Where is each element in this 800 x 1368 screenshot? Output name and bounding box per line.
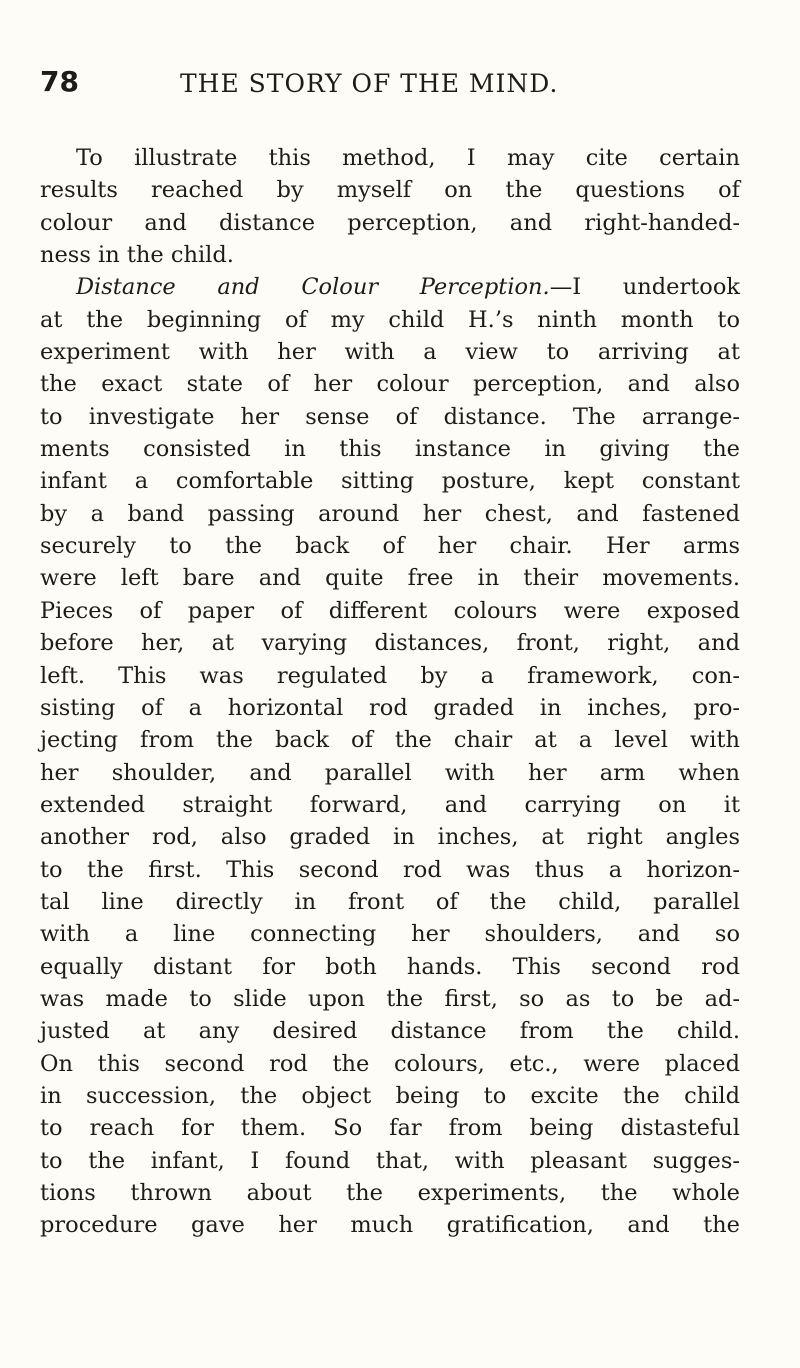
- text-line: to reach for them. So far from being distasteful: [40, 1115, 740, 1142]
- running-head: [40, 62, 740, 102]
- text-line: infant a comfortable sitting posture, kept constant: [40, 468, 740, 495]
- text-line: left. This was regulated by a framework, con-: [40, 662, 740, 689]
- text-line: before her, at varying distances, front, right, and: [40, 630, 740, 657]
- text-line: On this second rod the colours, etc., were placed: [40, 1050, 740, 1077]
- text-line: ness in the child.: [40, 242, 234, 269]
- text-line: in succession, the object being to excite the child: [40, 1082, 740, 1109]
- text-line: results reached by myself on the questions of: [40, 177, 740, 204]
- section-heading: Distance and Colour Perception.: [76, 274, 550, 301]
- text-line: to investigate her sense of distance. The arrange-: [40, 403, 740, 430]
- text-line: procedure gave her much gratification, and the: [40, 1212, 740, 1239]
- text-line: the exact state of her colour perception, and also: [40, 371, 740, 398]
- text-line: extended straight forward, and carrying on it: [40, 791, 740, 818]
- text-line-rest: —I undertook: [549, 274, 740, 301]
- text-line: Pieces of paper of different colours were exposed: [40, 597, 740, 624]
- text-line: jecting from the back of the chair at a level with: [40, 727, 740, 754]
- text-line: was made to slide upon the first, so as to be ad-: [40, 985, 740, 1012]
- text-line: experiment with her with a view to arriving at: [40, 339, 740, 366]
- text-line: to the infant, I found that, with pleasant sugges-: [40, 1147, 740, 1174]
- paragraph-1: [40, 142, 740, 271]
- text-line: tal line directly in front of the child, parallel: [40, 888, 740, 915]
- text-line: tions thrown about the experiments, the whole: [40, 1180, 740, 1206]
- text-line: [40, 271, 740, 303]
- text-line: another rod, also graded in inches, at right angles: [40, 824, 740, 851]
- text-line: her shoulder, and parallel with her arm when: [40, 759, 740, 786]
- text-line: To illustrate this method, I may cite certain: [76, 145, 740, 171]
- text-line: at the beginning of my child H.’s ninth month to: [40, 306, 740, 333]
- text-line: securely to the back of her chair. Her arms: [40, 533, 740, 560]
- text-line: were left bare and quite free in their movements.: [40, 565, 740, 592]
- paragraph-2: [40, 271, 740, 1241]
- text-line: colour and distance perception, and right-handed-: [40, 209, 740, 236]
- text-line: justed at any desired distance from the child.: [40, 1018, 740, 1045]
- text-line: sisting of a horizontal rod graded in inches, pro-: [40, 694, 740, 721]
- running-title: THE STORY OF THE MIND.: [180, 69, 559, 98]
- text-line: ments consisted in this instance in giving the: [40, 436, 740, 463]
- text-line: equally distant for both hands. This second rod: [40, 953, 740, 980]
- text-line: to the first. This second rod was thus a horizon-: [40, 856, 740, 883]
- text-line: by a band passing around her chest, and fastened: [40, 500, 740, 527]
- body-text: [40, 142, 740, 1242]
- page-number: 78: [40, 65, 79, 98]
- text-line: with a line connecting her shoulders, and so: [40, 921, 740, 948]
